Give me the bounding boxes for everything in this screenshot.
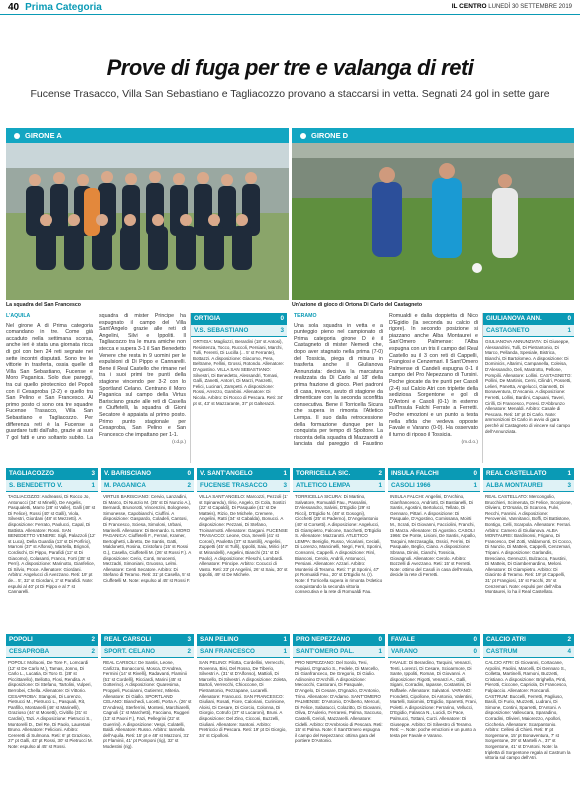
photo-team-san-francesco (6, 128, 289, 300)
match-header-away: CASOLI 1966 1 (388, 480, 480, 492)
match-report: TORRICELLA SICURA: Di Martino, Salvatore, Romualdi Fau., Passalini, D'Alessandro, Salvini, D'Egidio (29' st Ricci), D'Egidio N. (48' st Gosogni), Cicchetti (25' st Paderno), D'Angelantonio (40' st Corsetti). A disposizione: Angelucci, Di Giampietro, Falcone, Sacchetti, D'Egidio S. Allenatore: Mazzarotti. ATLETICO LEMPA: Beniglio, Russo, Vicariani, Ceciali, Di Lorenzo, Mancinelli, Negri, Ferri, Sporini, Consonni, Cappelli. A disposizione: Rinì, Bianconi, Cerolo, Andrili, Antonucci, Persiani. Allenatore: Azzari. Arbitro: Monterisi di Teramo. Reti: 7' pt Sporini, 47' pt Romualdi Fau., 20' st D'Egidio N. (r). Note: Il Torricella supera in rimonta l'Atletico conquistando la seconda vittoria consecutiva e la rete di Romualdi Fau. (295, 494, 383, 595)
subheadline: Fucense Trasacco, Villa San Sebastiano e Tagliacozzo provano a staccarsi in vetta. Segnati 24 gol in sette gare (30, 88, 550, 100)
match-report: VILLA SANT'ANGELO: Marcozzi, Pezzoli (1' st Spinaredu), Ilirio, Angelo, Di Cola, Sostizi (22' st Capaldi), Di Pasquale (41' st De Matteis), Rizio, De Michele, Cremere, Angelini, Ratti (34' st Cabalda), Bonucci. A disposizione: Pezzani, Di Stefano, Troinarmotti. Allenatore: Gargani. FUCENSE TRASACCO: Leone, Oca, Sevelli (41' st Coroni), Paoletta (37' st Santilli), Angelini, Zuppetti (45' st Tulli), Ippoliti, Saiu, Mirici (47' st Mirandelli), Angelini, Bianchi (21' st Di Paolo). A disposizione: Fileschi, Lombardi. Allenatore: Principe. Arbitro: Cocucci di Vasto. Reti: 23' pt Angelini, 26' st Saiu, 30' st Ippoliti, 49' st De Michele. (199, 494, 289, 578)
match-header-home: TAGLIACOZZO 3 (6, 468, 98, 480)
match-box (6, 468, 98, 628)
match-header-away: S. BENEDETTO V. 1 (6, 480, 98, 492)
match-report: TAGLIACOZZO: Andreassi, Di Rocco Jo, Antonucci (34' st Minelli), De Angelis, Pasqualetti, Marro (28' st Valle), Galli (48' st Di Felice), Rossi (40' st Galli), Viola, Silvestri, Giordani (48' st Mezzetti). A disposizione: Ferrato, Paolucci, Capal, Di Battista. Allenatore: Rossi. SAN BENEDETTO VENERE: Sigli, Palazzoli (12' st Luca), Della Guardia (13' st Di Porfirio), Marroni (37' st Alfonsi), Martella, Brignoli, Cordischi, Di Pippo, Parafidi (12' st Di Giacomo), Colasanti, Franco, Forti (35' st Perri). A disposizione: Marinotto, Gianfelice, Di Silvio, Proce. Allenatore: Giordani. Arbitro: Angelucci di Avezzano. Reti: 19' pt de... 5', 32' st Giordani, 2' st Parafidi. Note: espulsi al 40' pt Di Pippo e al 7' st Cannarelli. (8, 494, 96, 595)
match-report: REAL CARSOLI: De Santis, Leone, Carlizza, Bonaccorsi, Mosca, D'Andrea, Fermini (14' st Rivelli), Radavanti, Flaminii (51' st Cordelli), Ricciardi, Marini (45' st Gotterino). A disposizione: Quaresima, Proppeli, Pucoianni, Gutierrez, Miteria. Allenatore: Di Giallo. SPORTLAND CELANO: Bianchedi, Locetti, Porta A. (26' st D'Andrea), Sterferrini, Montesi, Marchiarelli, Cagnoli (1' st Marchetti), Facciano, Ruggeri (13' st Paoni F.), Fazi, Pellegrini (22' st Guerrini). A disposizione: Vespi, Colatelli, Baldi. Allenatore: Russo. Arbitro: Iannella dell'Aquila. Reti: 15' pt e 48' st Mazzoni, 31' pt Flaminii, 41' pt Pomponi (rig), 32' st Modestini (rig). (103, 660, 192, 749)
match-box (388, 468, 480, 628)
match-header-away: V.S. SEBASTIANO 3 (191, 325, 287, 337)
match-report: REAL CASTELLATO: Mercongolio, Brucchieri, Scimeruta, Di Felice, Scorpione, Oliviero, D'Orsaria, Di Scarcea, Fulvi, Recchi, Fannini. A disposizione: Perovenini, Vannitanci, Boffi, Di Battistone, Bontigo, Celli, Scarpola. Allenatore: Ferrari. Arbitro: Camero di Giulianova. ALBA MONTAUREI: Bardinonsi, Frigano, Di Francesco, Del Zotti, Valdamonti, Di Cocco, Di Nunzio, Di Matteis, Cappelli, Cenzemari, Tripani. A disposizione: Garlandis, Bresciano, Gennuzzi, Bulzacco, Faustini, Di Matteis, Di Giambernardino, Meloni. Allenatore: Di Giampietro. Arbitro: Di Giacinto di Teramo. Reti: 19' pt Cappelli, 31' pt Frangiosi, 15' st Facchi, 25' st Cenzemari. Note: espulsi per dell'Alba Montaurei, lo ha il Real Castellato. (485, 494, 572, 595)
match-box (483, 634, 574, 794)
match-header-away: SPORT. CELANO 2 (101, 646, 194, 658)
match-header-home: REAL CASTELLATO 1 (483, 468, 574, 480)
match-header-home: V. SANT'ANGELO 1 (197, 468, 290, 480)
match-header-home: INSULA FALCHI 0 (388, 468, 480, 480)
match-header-away: SANT'OMERO PAL. 1 (293, 646, 385, 658)
match-header-away: CASTAGNETO 1 (483, 325, 574, 337)
girone-d-label: GIRONE D (292, 128, 574, 143)
match-header-home: V. BARISCIANO 0 (101, 468, 194, 480)
match-header-away: CESAPROBA 2 (6, 646, 98, 658)
article-location-tag: L'AQUILA (6, 313, 31, 319)
page-number: 40 (8, 1, 20, 13)
article-signature: (r.d.p.) (172, 440, 186, 446)
match-header-home: POPOLI 2 (6, 634, 98, 646)
bullet-icon (14, 133, 20, 139)
match-header-away: CASTRUM 4 (483, 646, 574, 658)
article-girone-d (294, 313, 478, 463)
masthead (452, 3, 572, 10)
match-header-home: PRO NEPEZZANO 0 (293, 634, 385, 646)
headline: Prove di fuga per tre e valanga di reti (106, 55, 474, 80)
photo-caption-left: La squadra del San Francesco (6, 302, 81, 308)
article-location-tag: TERAMO (294, 313, 317, 319)
section-title: Prima Categoria (25, 1, 102, 13)
paper-name: IL CENTRO (451, 3, 487, 10)
article-signature: (m.d.o.) (461, 440, 478, 446)
girone-a-label: GIRONE A (6, 128, 289, 143)
match-report: ORTIGIA: Magliozzi, Berardini (18' st Antosi), Resistenza, Tocco, Ruccoli, Persiani, Marchi, Tulli, Ferenti, Di Lucilla (... 5' st Ferrante), Bottazzi. A disposizione: Giacomo, Pera, Beltrame, Fellini, Grossi, Rotondo. Allenatore: D'Agostino. VILLA SAN SEBASTIANO: Silvestri, Di Benedetto, Alessandri, Tomasi, Galli, Zanetti, Antorri, Di Marzi, Panzetti, Felici, Lucinari, Zampetti. A disposizione: Rossi, Arrezzo, Gambini. Allenatore: Di Nicola. Arbitro: Di Rocco di Pescara. Reti: 34' pt st, 43' st Mazzarante, 37' pt Galterazzi. (193, 339, 285, 406)
match-header-away: ATLETICO LEMPA 1 (293, 480, 385, 492)
action-photo-image (292, 128, 574, 300)
match-report: VIRTUS BARISCIANO: Cervio, Lanzadini, Di Marco, Di Nunzio M. (35' st Di Nunzio A.), Bernardi, Brunorotti, Vincenzini, Bolognese, Simonesse, Capobianchi, Ciuffini. A disposizione: Gaspardo, Coladeli, Cantosi, Di Francesco, Sciesa, Simoloni, Urbani, Marinelli. Allenatore: Di Bernardo. IL MORO PAGANICA: Ciuffetelli F., Ferrari, Kramer, Bertoghetti, Libretto, De Santis, Gatti, Maldonetti, Rosina, Cristofaro (15' st Rossi G.), Casella, Ciuffetelli M. (26' st Rossi F.). A disposizione: Cerio, Conti, Innocenti, Mezzadri, Simoniani, Gruosso, Lelmi. Allenatore: Centi Secatore. Arbitro: Di Stefano di Teramo. Reti: 31' pt Casella, 5' st Ciuffetelli M. Note: espulso al 45' st Rossi F. (103, 494, 192, 583)
match-box (197, 468, 290, 628)
match-report: GIULIANOVA ANNUNZIATA: Di Giuseppe, Alessandrini, Tulli, Di Pietrantonio, Di Marco, Pellanda, Spesiale, Bistrica, Bianchi, Di Bartolomeo. A disposizione: Di Dominicis, Altarimi, Campanella, Coleisa, D'Alessandro, Deli, Mastrotto, Pellone, Pompilii. Allenatore: Lollini. CASTAGNETO: Pollini, De Martinis, Cerni, Cilindri, Possetti, Lelieri, Panetta, Angelucci, Giannetti, Di Bonaventura, D'Ascanio. A disposizione: Ferretti, Lollini, Bardini, Capuani, Taveri, Cirilli, Di Francesco, Foresi. D'Abbrunzo Allenatore: Menaldi. Arbitro: Casale di Pescara. Reti: 18' pt Di Carlo. Note: ammonizioni Di Carlo in avvio di gara perché al Castagneto di vincere sul campo dell'Annunziata. (485, 339, 572, 434)
match-header-home: GIULIANOVA ANN. 0 (483, 313, 574, 325)
match-box (293, 634, 385, 794)
match-report: FAVALE: Di Berardino, Tarquini, Venanzi, Tenti, Lorenzi, Di Cesare, Scioarmore, Di Sante, Ippoliti, Roman, Di Giovanni. A disposizione: Rigotti, Venanzi A., Galli, Sigani, Corradini, Iapasse, Costantini, Di Raffaele. Allenatore: Salvatori. VARANO: Frondetti, Cipollone, Di Antonio, Valentini, Martelli, Salomini, D'Egidio, Sparretti, Frani, Poletti. A disposizione: Ferrarino, Vellucci, D'Egidio, Falasca N., Lucidi, Di Pace, Palmucci, Tottani, Curzi. Allenatore: Di Giuseppe. Arbitro: Di Silvestro di Teramo. Reti: --. Note: poche emozioni e un punto a testa per Favale e Varano. (390, 660, 477, 738)
match-box (190, 313, 287, 463)
match-header-away: SAN FRANCESCO 1 (197, 646, 290, 658)
photo-match-action (292, 128, 574, 300)
match-header-home: TORRICELLA SIC. 2 (293, 468, 385, 480)
match-box (293, 468, 385, 628)
match-header-away: ALBA MONTAUREI 3 (483, 480, 574, 492)
match-box (197, 634, 290, 794)
article-girone-a (6, 313, 186, 463)
match-report: POPOLI: Moltuoni, De Tore F., Lomcardi (12' st De Carlo M.), Tamas, Jonno, Di Carlo L., Lucatia, Di Toro G. (28' st Piccittarello), Bellotto, Flosi, Rendita. A disposizione: Di Stefano, Tartolini, Vulperi, Berrobei, Chella. Allenatore: Di Vittorio. CESAPROBA: Stangoni, Di Lorenzo, Pietrucci M., Pietrucci L., Pasquali, Rit, Panfillo, Montanelli (46' st Marinelli), Grazioso (44' st Mosetti), Civitillo (31' st Cardini), Tazi. A disposizione: Pietrucci S., Montorelli D., Del Re, Di Paolo, Lauretani Bruno. Allenatore: Felicioni. Arbitro: Cereretti di Sulmona. Reti: 6' pt Grazioso, 27' pt Galli, 43' pt Rossi, 30' st Pietrucci M. Note: espulso al 45' st Rossi. (8, 660, 93, 749)
match-header-away: FUCENSE TRASACCO 3 (197, 480, 290, 492)
match-report: INSULA FALCHI: Angelini, D'Archino, Gianfrancesco, Andriotti, Di Bastianelli, Di Santis, Agostini, Bertolucci, Tellato, Di Gennaro, Pittari. A disposizione: Di Pasquale, D'Agostino, Comissana, Moirti M., Scrati, Di Giovanni, Facciolini, Franchi, Di Marza. Allenatore: Di Agostino. CASOLI 1966: De Ponte, Lisioni, De Santis, Arpallo, Tarquini, Mezzasaglia, Ossici, Ferrini, Di Pasquale, Beglio, Ciano. A disposizione: Sbrana, Dinini, Cianchi, Tossicia, Giovagnoli. Allenatore: Cerolo. Arbitro: Bozzelli di Avezzano. Reti: 15' st Ferretti. Note: ottimo del Casoli in casa dell'Insula, decide la rete di Ferretti. (390, 494, 477, 578)
article-body: Nel girone A di Prima categoria comandano in tre. Come già accaduto nella settimana scorsa, anche ieri è stata una giornata ricca di gol con ben 24 reti segnate nei sette incontri disputati. Sono tre le vittorie in trasferta, ossia quelle di Villa San Sebastiano, Fucense e Moro Paganica. Solo due pareggi, tra cui quello pirotecnico del Popoli con il Cesaprobа (2-2) e quello tra San Pelino e San Francesco. Al primo posto ci sono ora tre squadre Fucense Trasacco, Villa San Sebastiano e Tagliacozzo. Per differenza reti è la Fucense a guardare tutti dall'alto, grazie ai suoi 7 gol fatti e uno soltanto subito. La squadra di mister Principe ha espugnato il campo del Villa Sant'Angelo grazie alle reti di Angelini, Silvi e Ippoliti. Il Tagliacozzo tra le mura amiche non stecca e supera 3-1 il San Benedetto Venere che resta in 9 uomini per le espulsioni di Di Pippo e Cannarelli. Bene il Real Castello che rimane nel tra i suoi primi tre punti della stagione vincendo per 3-2 con lo Sportland Celano. Centrano il Moro Paganica sul campo della Virtus Barisciano grazie alle reti di Casella e Ciuffetelli, la squadra di Gioni Secatore è appaiata al primo posto. Primo punto stagionale per Cesaprobа, San Pelino e San Francesco che impattano per 1-1. (6, 313, 186, 441)
match-header-away: VARANO 0 (388, 646, 480, 658)
match-header-home: REAL CARSOLI 3 (101, 634, 194, 646)
photo-caption-right: Un'azione di gioco di Ortona Di Carlo del Castagneto (292, 302, 423, 308)
issue-date: LUNEDÌ 30 SETTEMBRE 2019 (488, 4, 572, 10)
match-box (101, 634, 194, 794)
match-box (388, 634, 480, 794)
article-body: Una sola squadra in vetta e a punteggio pieno nel campionato di Prima categoria girone D è il Castagneto di mister Nemedi che, dopo aver stagnato nella prima (7-0) del Tossicia, piega di misura in trasferta anche il Giulianova Annunziata: decisiva la marcatura realizzata da Di Carlo al 18' della prima frazione di gioco. Pieri padroni di casa, invece, avuto di stagione da dimenticare con la seconda sconfitta consecutiva. Bene il Torricella Sicura che supera in rimonta l'Atletico Lempa. Il suo dalla retrocessione della formazione dunque per la conquista per tempo di Spoltore. La risconta della squadra di Mazzarotti è lanciata dal pareggio di Faustino Romualdi e dalla doppietta di Nico D'Egidio (la seconda su calcio di rigore). In secondo posizione si piazzano anche Alba Montaurei e San'Omero Palmense: l'Alba espugna con un tris il campo del Real Castello su il 3 con reti di Cappelli, Frangiosi e Cenzemari. Il Sant'Omero Palmense di Candeli espugna 0-1 il campo del Pro Nepezzano di Tursini. Poche giocate da tre punti per Casoli (2-4) sul Calcio Atri con triplette della sediziosa Sorgentone e gol di D'Antoni e Casoli (0-1) in esterno sull'Insula Falchi Ferrate a Ferretti. Poche emozioni e un punto a testa nella sfida che vedeva opposte Favale e Varano (0-0). Ha osservato il turno di riposo il Tossicia. (294, 313, 478, 448)
match-header-home: SAN PELINO 1 (197, 634, 290, 646)
page-header (0, 0, 580, 15)
match-report: CALCIO ATRI: Di Giovanni, Cortacane, Arpolini, Paolini, Marcelli, Di Gennaro S., Colletta, Martinelli, Ramoni, Buzzetti, Cristiano. A disposizione: Brighella, Pinti, Pierotti, Ciccone, Capriola, Di Francesco, Falpiaccio. Allenatore: Roncaroli. CASTRUM: Buccelli, Ferretti, Pagliuso, Basili, Di Furio, Muzzetti, Ludrani, Di Simone, Contini, Sparretti, D'Antoni. A disposizione: Valleucara, Sparadino, Corradini, Olivieri, Maiorezzo, Apollori, Ciccheria. Allenatore: Scarpantonio. Arbitro: Cellesi di Chieti. Reti: 9' pt Sorgentone, 15' pt Bonaventura, 7' st Sorgentone, 29' st Martelli A., 37' st Sorgentone, 41' st D'Antoni. Note: la tripletta di Sorgentone regala al Castrum la vittoria sul campo dell'Atri. (485, 660, 571, 761)
match-box (101, 468, 194, 628)
match-header-home: FAVALE 0 (388, 634, 480, 646)
match-header-away: M. PAGANICA 2 (101, 480, 194, 492)
match-box (6, 634, 98, 794)
team-photo-image (6, 128, 289, 300)
bullet-icon (300, 133, 306, 139)
match-box (482, 313, 574, 463)
match-header-home: CALCIO ATRI 2 (483, 634, 574, 646)
match-report: PRO NEPEZZANO: Del Sordo, Tesi, Pupiasi, D'Ignazio S., Fedele, Di Marcello, Di Gianfranceco, De Gregorio, Di Giulio. Adinonino D'Archilli. A disposizione: Mecocchi, Castorani, Di Pasquale, D'Angelo, Di Cesare, D'Ignazio, D'Antonio, Trino. Allenatore: D'Adamo. SANT'OMERO PALMENSE: D'Antonio, D'Alberto, Mercuri, Di Felice, Sabatucci, Colazitto, Di Giovanni, Oliva, D'Aulerio, Ferraresi, Palma, Saccuso, Castelli, Cerioli, Mazzarelli. Allenatore: Cidelli. Arbitro: D'Ambrosio di Pescara. Reti: 15' st Palma. Note: Il Sant'Omero espugna il campo del Nepezzano: ottima gara del portiere D'Antonio. (295, 660, 383, 744)
match-report: SAN PELINO: Pilotta, Cordellini, Verrecchi, Rovenna, Bisi, Del Rosso, De Tiberio, Silvestri A. (31' st D'Alfonso), Mattioli, Di Marcello, Di Silvestri. A disposizione: Zoleta, Bartoli, Verrecchi, Chioccone, Di Pietrantonio, Pezzapane, Lucarelli. Allenatore: Francucci. SAN FRANCESCO: Giuliani, Rosati, Fiore, Caloriani, Curinione, Aloisi, Di Cesare, Di Ciorcio, Colonna, Di Giorgio, Cotrufo (37' st Lucaroni), Bruni. A disposizione: Del Zino, Cicconi, Buzzelli, Giuliani. Allenatore: Santoni. Arbitro: Pretriccio di Pescara. Reti: 19' pt Di Giorgio, 34' st Cipolloni. (199, 660, 288, 738)
match-box (483, 468, 574, 628)
match-header-home: ORTIGIA 0 (191, 313, 287, 325)
